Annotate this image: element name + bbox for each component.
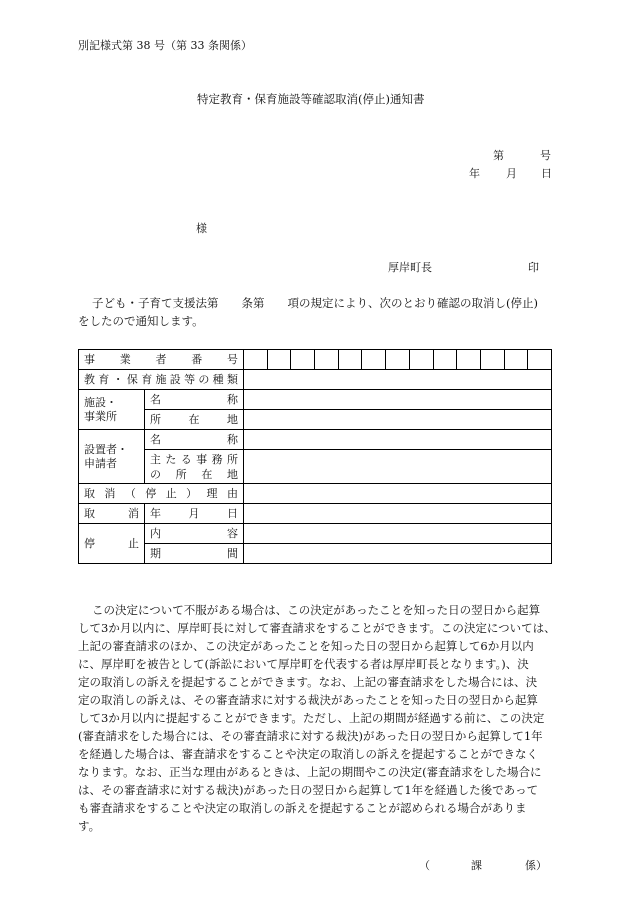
digit-cell[interactable] (386, 350, 410, 370)
digit-cell[interactable] (528, 350, 552, 370)
digit-cell[interactable] (244, 350, 268, 370)
digit-cell[interactable] (362, 350, 386, 370)
digit-cell[interactable] (480, 350, 504, 370)
digit-cell[interactable] (504, 350, 528, 370)
applicant-group-label: 設置者・ 申請者 (79, 430, 145, 484)
notice-line: して3か月以内に提起することができます。ただし、上記の期間が経過する前に、この決定 (78, 711, 545, 725)
digit-cell[interactable] (433, 350, 457, 370)
doc-number-go: 号 (540, 149, 551, 162)
facility-name-value[interactable] (244, 390, 552, 410)
notice-line: は、その審査請求に対する裁決)があった日の翌日から起算して1年を経過した後であって (78, 783, 539, 797)
content-label: 内 容 (145, 524, 244, 544)
notice-line: 上記の審査請求のほか、この決定があったことを知った日の翌日から起算して6か月以内 (78, 639, 534, 653)
sender-name: 厚岸町長 (388, 261, 432, 274)
date-day: 日 (541, 167, 552, 180)
notice-line: も審査請求をすることや決定の取消しの訴えを提起することが認められる場合がありま (78, 801, 527, 815)
suspend-label: 停 止 (79, 524, 145, 564)
notice-line: を経過した場合は、審査請求をすることや決定の取消しの訴えを提起することができなく (78, 747, 538, 761)
footer-ka: 課 (471, 859, 482, 872)
footer-kakari: 係） (525, 859, 547, 872)
content-value[interactable] (244, 524, 552, 544)
row-suspend-period (79, 544, 552, 564)
seal-mark: 印 (528, 261, 539, 274)
row-business-number (79, 350, 552, 370)
main-office-value[interactable] (244, 450, 552, 484)
form-number: 別記様式第 38 号（第 33 条関係） (78, 39, 252, 52)
row-reason (79, 484, 552, 504)
doc-number-dai: 第 (493, 149, 504, 162)
cancel-date: 年 月 日 (145, 504, 244, 524)
confirmation-table (78, 349, 552, 564)
document-title: 特定教育・保育施設等確認取消(停止)通知書 (197, 92, 425, 106)
intro-line-1: 子ども・子育て支援法第 条第 項の規定により、次のとおり確認の取消し(停止) (92, 296, 538, 310)
intro-line-2: をしたので通知します。 (78, 314, 204, 328)
digit-cell[interactable] (315, 350, 339, 370)
row-applicant-name (79, 430, 552, 450)
date-month: 月 (506, 167, 517, 180)
date-year: 年 (469, 167, 480, 180)
row-suspend-content (79, 524, 552, 544)
digit-cell[interactable] (409, 350, 433, 370)
cancel-value[interactable] (244, 504, 552, 524)
facility-location-label: 所 在 地 (145, 410, 244, 430)
reason-value[interactable] (244, 484, 552, 504)
notice-line: す。 (78, 819, 101, 833)
digit-cell[interactable] (457, 350, 481, 370)
row-facility-name (79, 390, 552, 410)
row-facility-location (79, 410, 552, 430)
digit-cell[interactable] (291, 350, 315, 370)
notice-line: 定の取消しの訴えは、その審査請求に対する裁決があったことを知った日の翌日から起算 (78, 693, 538, 707)
notice-line: して3か月以内に、厚岸町長に対して審査請求をすることができます。この決定については、 (78, 621, 556, 635)
cancel-label: 取 消 (79, 504, 145, 524)
applicant-name-label: 名 称 (145, 430, 244, 450)
reason-label: 取 消 （ 停 止 ） 理 由 (79, 484, 244, 504)
row-main-office (79, 450, 552, 484)
digit-cell[interactable] (267, 350, 291, 370)
footer-open-paren: （ (419, 859, 430, 872)
notice-line: に、厚岸町を被告として(訴訟において厚岸町を代表する者は厚岸町長となります。)、決 (78, 657, 529, 671)
row-facility-type (79, 370, 552, 390)
digit-cell[interactable] (338, 350, 362, 370)
business-number-label: 事 業 者 番 号 (79, 350, 244, 370)
addressee-sama: 様 (196, 222, 207, 235)
notice-line: この決定について不服がある場合は、この決定があったことを知った日の翌日から起算 (92, 603, 541, 617)
facility-location-value[interactable] (244, 410, 552, 430)
period-label: 期 間 (145, 544, 244, 564)
notice-line: なります。なお、正当な理由があるときは、上記の期間やこの決定(審査請求をした場合に (78, 765, 542, 779)
facility-name-label: 名 称 (145, 390, 244, 410)
main-office-label: 主 た る 事 務 所 の 所 在 地 (145, 450, 244, 484)
row-cancel (79, 504, 552, 524)
facility-group-label: 施設・ 事業所 (79, 390, 145, 430)
facility-type-value[interactable] (244, 370, 552, 390)
applicant-name-value[interactable] (244, 430, 552, 450)
notice-line: 定の取消しの訴えを提起することができます。なお、上記の審査請求をした場合には、決 (78, 675, 538, 689)
facility-type-label: 教 育 ・ 保 育 施 設 等 の 種 類 (79, 370, 244, 390)
notice-line: (審査請求をした場合には、その審査請求に対する裁決)があった日の翌日から起算して1年 (78, 729, 543, 743)
period-value[interactable] (244, 544, 552, 564)
